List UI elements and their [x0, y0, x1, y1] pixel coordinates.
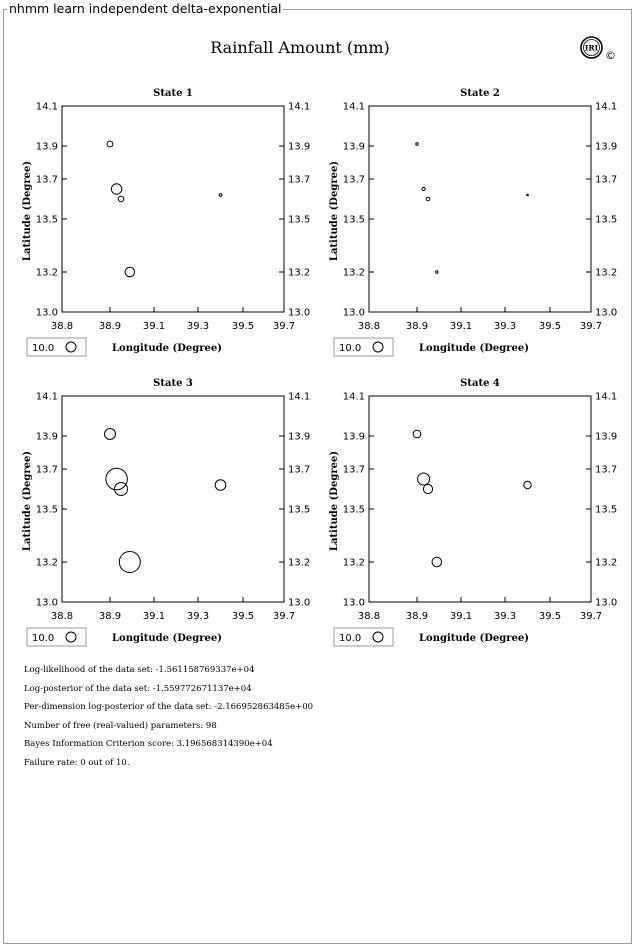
state-4-ytick-label-left: 13.0: [342, 597, 365, 609]
state-2-ytick-label-left: 13.7: [342, 174, 365, 186]
state-3-ytick-label-left: 13.7: [35, 464, 58, 476]
state-4-ylabel: Latitude (Degree): [329, 450, 340, 552]
state-3-ytick-label-right: 14.1: [288, 391, 311, 403]
state-4-ytick-label-left: 13.7: [342, 464, 365, 476]
state-2-ytick-label-left: 14.1: [342, 101, 365, 113]
state-2-title: State 2: [460, 88, 500, 99]
state-3-plot-area: [62, 396, 284, 602]
state-1-ytick-label-right: 13.0: [288, 307, 311, 319]
state-2-ytick-label-left: 13.9: [342, 141, 365, 153]
state-2-ytick-label-left: 13.0: [342, 307, 365, 319]
state-3-ytick-label-right: 13.2: [288, 557, 311, 569]
state-1-ytick-label-left: 14.1: [35, 101, 58, 113]
state-2-xtick-label: 39.7: [579, 321, 603, 332]
state-4-xlabel: Longitude (Degree): [419, 633, 529, 644]
state-2-xtick-label: 39.3: [493, 321, 517, 332]
stat-log-posterior: Log-posterior of the data set: -1.559772671137e+04: [24, 683, 252, 694]
model-stats: [24, 661, 318, 772]
stat-failure-rate: Failure rate: 0 out of 10.: [24, 757, 130, 768]
state-3-ytick-label-right: 13.0: [288, 597, 311, 609]
stat-per-dimension-log-posterior: Per-dimension log-posterior of the data set: -2.166952863485e+00: [24, 702, 314, 712]
state-3-ytick-label-left: 13.2: [35, 557, 58, 569]
state-3-xtick-label: 39.7: [272, 611, 296, 622]
state-4-ytick-label-left: 13.9: [342, 431, 365, 443]
state-3-xtick-label: 39.3: [186, 611, 210, 622]
state-3-legend-label: 10.0: [32, 633, 55, 644]
state-4-ytick-label-right: 13.0: [595, 597, 618, 609]
state-3-xtick-label: 39.1: [142, 611, 166, 622]
state-2-xtick-label: 39.5: [538, 321, 562, 332]
state-2-ytick-label-left: 13.2: [342, 267, 365, 279]
state-3-ytick-label-right: 13.9: [288, 431, 311, 443]
state-4-xtick-label: 39.5: [538, 611, 562, 622]
state-4-ytick-label-right: 14.1: [595, 391, 618, 403]
state-2-xtick-label: 38.9: [405, 321, 429, 332]
state-1-xtick-label: 39.1: [142, 321, 166, 332]
state-1-ytick-label-left: 13.2: [35, 267, 58, 279]
stat-bic-score: Bayes Information Criterion score: 3.196568314390e+04: [24, 739, 273, 749]
state-1-xtick-label: 39.5: [231, 321, 255, 332]
page-title: Rainfall Amount (mm): [210, 38, 390, 57]
state-4-xtick-label: 38.8: [357, 611, 381, 622]
state-4-xtick-label: 39.7: [579, 611, 603, 622]
state-4-ytick-label-right: 13.9: [595, 431, 618, 443]
state-1-ytick-label-right: 13.9: [288, 141, 311, 153]
state-3-ylabel: Latitude (Degree): [22, 450, 33, 552]
state-2-ylabel: Latitude (Degree): [329, 160, 340, 262]
state-3-xtick-label: 39.5: [231, 611, 255, 622]
state-3-ytick-label-right: 13.5: [288, 504, 311, 516]
state-2-ytick-label-left: 13.5: [342, 214, 365, 226]
state-1-ytick-label-right: 13.5: [288, 214, 311, 226]
state-1-ytick-label-right: 13.7: [288, 174, 311, 186]
state-4-xtick-label: 38.9: [405, 611, 429, 622]
state-2-ytick-label-right: 13.7: [595, 174, 618, 186]
state-4-title: State 4: [460, 378, 500, 389]
state-3-title: State 3: [153, 378, 193, 389]
state-4-ytick-label-left: 14.1: [342, 391, 365, 403]
state-4-ytick-label-right: 13.5: [595, 504, 618, 516]
state-1-legend-label: 10.0: [32, 343, 55, 354]
state-3-ytick-label-right: 13.7: [288, 464, 311, 476]
state-1-ytick-label-left: 13.7: [35, 174, 58, 186]
logo-copyright-mark: ©: [605, 49, 616, 62]
stat-free-parameters: Number of free (real-valued) parameters: 98: [24, 720, 217, 731]
state-1-ytick-label-left: 13.5: [35, 214, 58, 226]
state-3-ytick-label-left: 14.1: [35, 391, 58, 403]
state-1-ytick-label-right: 14.1: [288, 101, 311, 113]
state-1-title: State 1: [153, 88, 193, 99]
state-1-xlabel: Longitude (Degree): [112, 343, 222, 354]
state-3-ytick-label-left: 13.9: [35, 431, 58, 443]
state-4-plot-area: [369, 396, 591, 602]
state-2-plot-area: [369, 106, 591, 312]
state-3-xtick-label: 38.9: [98, 611, 122, 622]
window-title: nhmm learn independent delta-exponential: [9, 1, 282, 16]
state-4-ytick-label-left: 13.2: [342, 557, 365, 569]
state-4-xtick-label: 39.3: [493, 611, 517, 622]
state-4-ytick-label-right: 13.2: [595, 557, 618, 569]
state-1-ytick-label-right: 13.2: [288, 267, 311, 279]
state-2-xtick-label: 38.8: [357, 321, 381, 332]
state-2-ytick-label-right: 13.0: [595, 307, 618, 319]
state-1-xtick-label: 38.8: [50, 321, 74, 332]
state-1-xtick-label: 38.9: [98, 321, 122, 332]
state-3-ytick-label-left: 13.0: [35, 597, 58, 609]
state-2-ytick-label-right: 14.1: [595, 101, 618, 113]
logo-text: IRI: [584, 43, 599, 53]
state-3-xtick-label: 38.8: [50, 611, 74, 622]
state-3-xlabel: Longitude (Degree): [112, 633, 222, 644]
state-2-legend-label: 10.0: [339, 343, 362, 354]
state-1-ytick-label-left: 13.0: [35, 307, 58, 319]
state-4-ytick-label-right: 13.7: [595, 464, 618, 476]
state-1-xtick-label: 39.7: [272, 321, 296, 332]
state-4-legend-label: 10.0: [339, 633, 362, 644]
stat-log-likelihood: Log-likelihood of the data set: -1.561158769337e+04: [24, 665, 255, 675]
state-1-xtick-label: 39.3: [186, 321, 210, 332]
state-2-ytick-label-right: 13.2: [595, 267, 618, 279]
state-2-xtick-label: 39.1: [449, 321, 473, 332]
state-2-ytick-label-right: 13.9: [595, 141, 618, 153]
state-1-ytick-label-left: 13.9: [35, 141, 58, 153]
state-4-xtick-label: 39.1: [449, 611, 473, 622]
state-2-ytick-label-right: 13.5: [595, 214, 618, 226]
state-2-xlabel: Longitude (Degree): [419, 343, 529, 354]
state-1-ylabel: Latitude (Degree): [22, 160, 33, 262]
state-1-plot-area: [62, 106, 284, 312]
state-3-ytick-label-left: 13.5: [35, 504, 58, 516]
state-4-ytick-label-left: 13.5: [342, 504, 365, 516]
